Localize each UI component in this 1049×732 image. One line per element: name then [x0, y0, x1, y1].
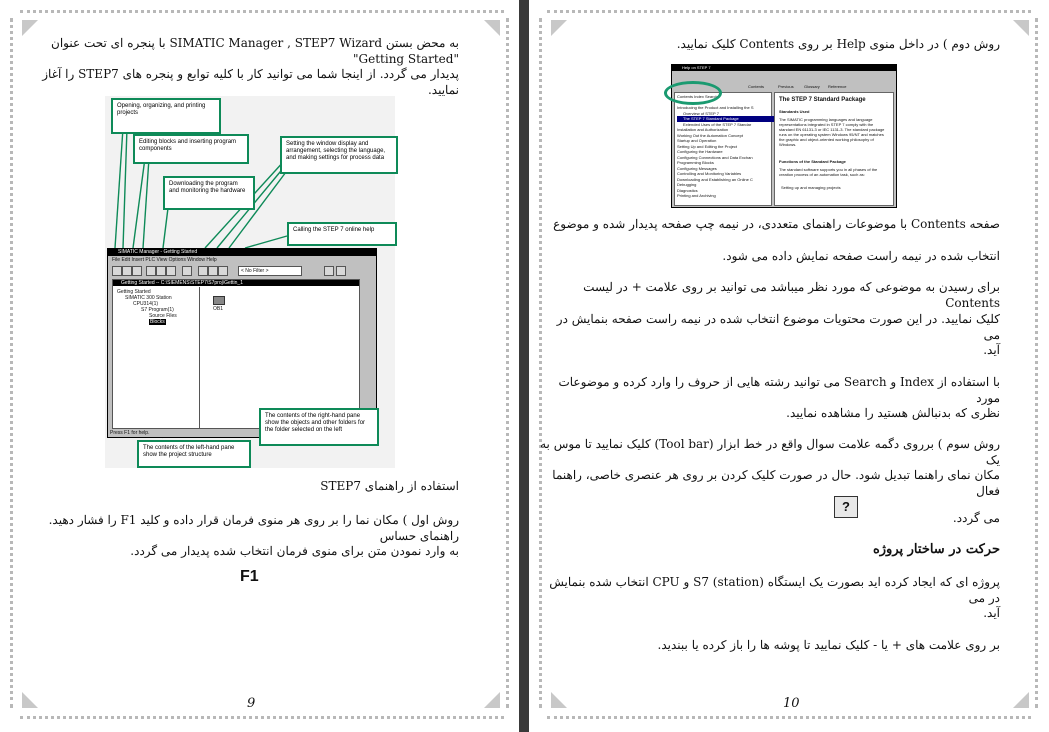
method-three-line-2: مکان نمای راهنما تبدیل شود. حال در صورت کلیک کردن بر روی هر عنصری خاصی، راهنما فعال — [552, 468, 1000, 498]
figure-caption: استفاده از راهنمای STEP7 — [320, 479, 459, 493]
left-border — [10, 18, 13, 708]
status-bar: Press F1 for help. — [110, 430, 150, 436]
callout-edit-menu: Editing blocks and inserting program components — [133, 134, 249, 164]
callout-online-help: Calling the STEP 7 online help — [287, 222, 397, 246]
help-window — [671, 64, 897, 208]
intro-line-1: به محض بستن SIMATIC Manager , STEP7 Wizard با پنجره ای تحت عنوان "Getting Started" — [51, 36, 459, 66]
corner-ornament — [551, 692, 567, 708]
help-topic-item[interactable]: Extended Uses of the STEP 7 Standar — [683, 121, 752, 127]
details-icon[interactable] — [218, 266, 228, 276]
help-topic-item[interactable]: Configuring Connections and Data Exchan — [677, 154, 753, 160]
intro-line-2: پدیدار می گردد. از اینجا شما می توانید کار با کلیه توابع و پنجره های STEP7 را آغاز نمایید. — [42, 67, 459, 97]
corner-ornament — [484, 692, 500, 708]
tree-item[interactable]: Getting Started — [117, 289, 151, 295]
station-para-line-2: آید. — [983, 606, 1000, 620]
help-subheading-2: Functions of the Standard Package — [779, 159, 846, 164]
page-number: 9 — [247, 696, 256, 711]
help-topic-item[interactable]: Setting Up and Editing the Project — [677, 143, 738, 149]
callout-file-menu: Opening, organizing, and printing projects — [111, 98, 221, 134]
contents-para-line-2: انتخاب شده در نیمه راست صفحه نمایش داده می شود. — [722, 249, 1000, 263]
help-icon[interactable] — [336, 266, 346, 276]
help-topic-item[interactable]: Installation and Authorization — [677, 127, 729, 132]
callout-left-pane: The contents of the left-hand pane show the project structure — [137, 440, 251, 468]
help-body-2: The standard software supports you in all phases of the creation process of an automation task, such as: — [779, 167, 878, 177]
top-border — [20, 10, 504, 13]
corner-ornament — [22, 20, 38, 36]
page-number: 10 — [783, 696, 800, 711]
tabs-highlight-ellipse — [664, 81, 722, 105]
tree-item[interactable]: Source Files — [149, 313, 177, 319]
help-tabs[interactable]: Contents Index Search — [677, 94, 718, 99]
new-icon[interactable] — [112, 266, 122, 276]
corner-ornament — [22, 692, 38, 708]
download-icon[interactable] — [182, 266, 192, 276]
help-body-1: The SIMATIC programming languages and language representations integrated in STEP 7 comply with the standard EN 61131-3 or IEC 1131-3. The standard package runs on the operating system Windows 95/NT and matches the graphic and object-oriented working philosophy of Windows. — [779, 117, 885, 147]
help-topic-item[interactable]: Configuring the Hardware — [677, 149, 723, 154]
help-contents-pane — [674, 92, 772, 206]
bottom-border — [20, 716, 504, 719]
station-para-line-1: پروژه ای که ایجاد کرده اید بصورت یک ایستگاه (station) S7 و CPU انتخاب شده بنمایش در می — [549, 575, 1000, 605]
getting-started-figure — [105, 96, 395, 468]
view-icon[interactable] — [198, 266, 208, 276]
right-border — [1035, 18, 1038, 708]
help-toolbar-previous[interactable]: Previous — [778, 84, 794, 89]
method-three-line-1: روش سوم ) برروی دگمه علامت سوال واقع در خط ابزار (Tool bar) کلیک نمایید تا موس به یک — [540, 437, 1000, 467]
window-toolbar — [108, 264, 376, 276]
paste-icon[interactable] — [166, 266, 176, 276]
method-one-line-1: روش اول ) مکان نما را بر روی هر منوی فرمان قرار داده و کلید F1 را فشار دهید. راهنمای حساس — [48, 513, 459, 543]
filter-select[interactable]: < No Filter > — [238, 266, 302, 276]
callout-window-menu: Setting the window display and arrangement, selecting the language, and making settings for process data — [280, 136, 398, 174]
help-topic-item[interactable]: Programming Blocks — [677, 160, 714, 165]
help-content-pane — [774, 92, 894, 206]
save-icon[interactable] — [132, 266, 142, 276]
right-border — [506, 18, 509, 708]
tree-item-selected[interactable]: Blocks — [150, 319, 165, 325]
tree-item[interactable]: CPU314(1) — [133, 301, 159, 307]
method-one-line-2: به وارد نمودن متن برای منوی فرمان انتخاب شده پدیدار می گردد. — [130, 544, 459, 558]
help-heading: The STEP 7 Standard Package — [779, 97, 866, 103]
plus-para-line-1: برای رسیدن به موضوعی که مورد نظر میباشد می توانید بر روی علامت + در لیست Contents — [583, 280, 1000, 310]
help-topic-item[interactable]: Introducing the Product and Installing the S — [677, 105, 754, 110]
corner-ornament — [1013, 692, 1029, 708]
help-subheading: Standards Used — [779, 109, 810, 114]
plus-para-line-2: کلیک نمایید. در این صورت محتویات موضوع انتخاب شده در نیمه راست صفحه بنمایش در می — [556, 312, 1000, 342]
window-menubar: File Edit Insert PLC View Options Window Help — [112, 257, 217, 263]
help-toolbar-contents[interactable]: Contents — [748, 84, 765, 89]
index-para-line-2: نظری که بدنبالش هستید را مشاهده نمایید. — [786, 406, 1000, 420]
help-toolbar-glossary[interactable]: Glossary — [804, 84, 820, 89]
bottom-border — [547, 716, 1031, 719]
callout-right-pane: The contents of the right-hand pane show the objects and other folders for the folder selected on the left — [259, 408, 379, 446]
list-icon[interactable] — [208, 266, 218, 276]
right-page — [529, 0, 1049, 732]
corner-ornament — [484, 20, 500, 36]
project-window — [112, 279, 360, 429]
help-topic-item[interactable]: Overview of STEP 7 — [683, 110, 719, 116]
project-window-title: Getting Started -- C:\SIEMENS\STEP7\S7proj\Gettin_1 — [113, 280, 359, 286]
help-topic-item[interactable]: Debugging — [677, 182, 697, 187]
contents-para-line-1: صفحه Contents با موضوعات راهنمای متعددی، در نیمه چپ صفحه پدیدار شده و موضوع — [553, 217, 1000, 231]
method-two-line: روش دوم ) در داخل منوی Help بر روی Contents کلیک نمایید. — [676, 37, 1000, 51]
callout-plc-menu: Downloading the program and monitoring the hardware — [163, 176, 255, 210]
help-topic-item[interactable]: Diagnostics — [677, 187, 698, 193]
tree-item[interactable]: S7 Program(1) — [141, 307, 174, 313]
section-heading: حرکت در ساختار پروژه — [872, 542, 1000, 557]
open-icon[interactable] — [122, 266, 132, 276]
cut-icon[interactable] — [146, 266, 156, 276]
f1-key-label: F1 — [240, 568, 259, 585]
help-topic-item[interactable]: Startup and Operation — [677, 138, 717, 143]
filter-icon[interactable] — [324, 266, 334, 276]
block-icon — [213, 296, 225, 305]
corner-ornament — [1013, 20, 1029, 36]
top-border — [547, 10, 1031, 13]
tree-item[interactable]: SIMATIC 300 Station — [125, 295, 172, 301]
window-titlebar: SIMATIC Manager - Getting Started — [108, 249, 376, 256]
left-pane — [113, 287, 200, 428]
copy-icon[interactable] — [156, 266, 166, 276]
help-window-title: Help on STEP 7 — [672, 65, 896, 71]
help-topic-item[interactable]: Controlling and Monitoring Variables — [677, 171, 742, 176]
help-toolbar-reference[interactable]: Reference — [828, 84, 847, 89]
left-page — [0, 0, 519, 732]
index-para-line-1: با استفاده از Index و Search می توانید رشته هایی از حروف را وارد کرده و موضوعات مورد — [558, 375, 1000, 405]
help-topic-item[interactable]: Configuring Messages — [677, 165, 717, 171]
method-three-line-3: می گردد. — [952, 511, 1000, 525]
help-topic-item[interactable]: Printing and Archiving — [677, 193, 716, 198]
expand-para-line: بر روی علامت های + یا - کلیک نمایید تا پوشه ها را باز کرده یا ببندید. — [657, 638, 1000, 652]
help-topic-item[interactable]: Downloading and Establishing an Online C — [677, 176, 753, 182]
corner-ornament — [551, 20, 567, 36]
help-topic-list — [677, 105, 775, 199]
book-spine — [519, 0, 529, 732]
help-topic-item[interactable]: Working Out the Automation Concept — [677, 132, 743, 138]
plus-para-line-3: آید. — [983, 343, 1000, 357]
help-cursor-icon: ? — [834, 496, 858, 518]
help-topic-item[interactable]: The STEP 7 Standard Package — [677, 116, 775, 122]
right-pane-item[interactable]: OB1 — [213, 306, 224, 312]
help-bullet: Setting up and managing projects — [781, 185, 841, 190]
